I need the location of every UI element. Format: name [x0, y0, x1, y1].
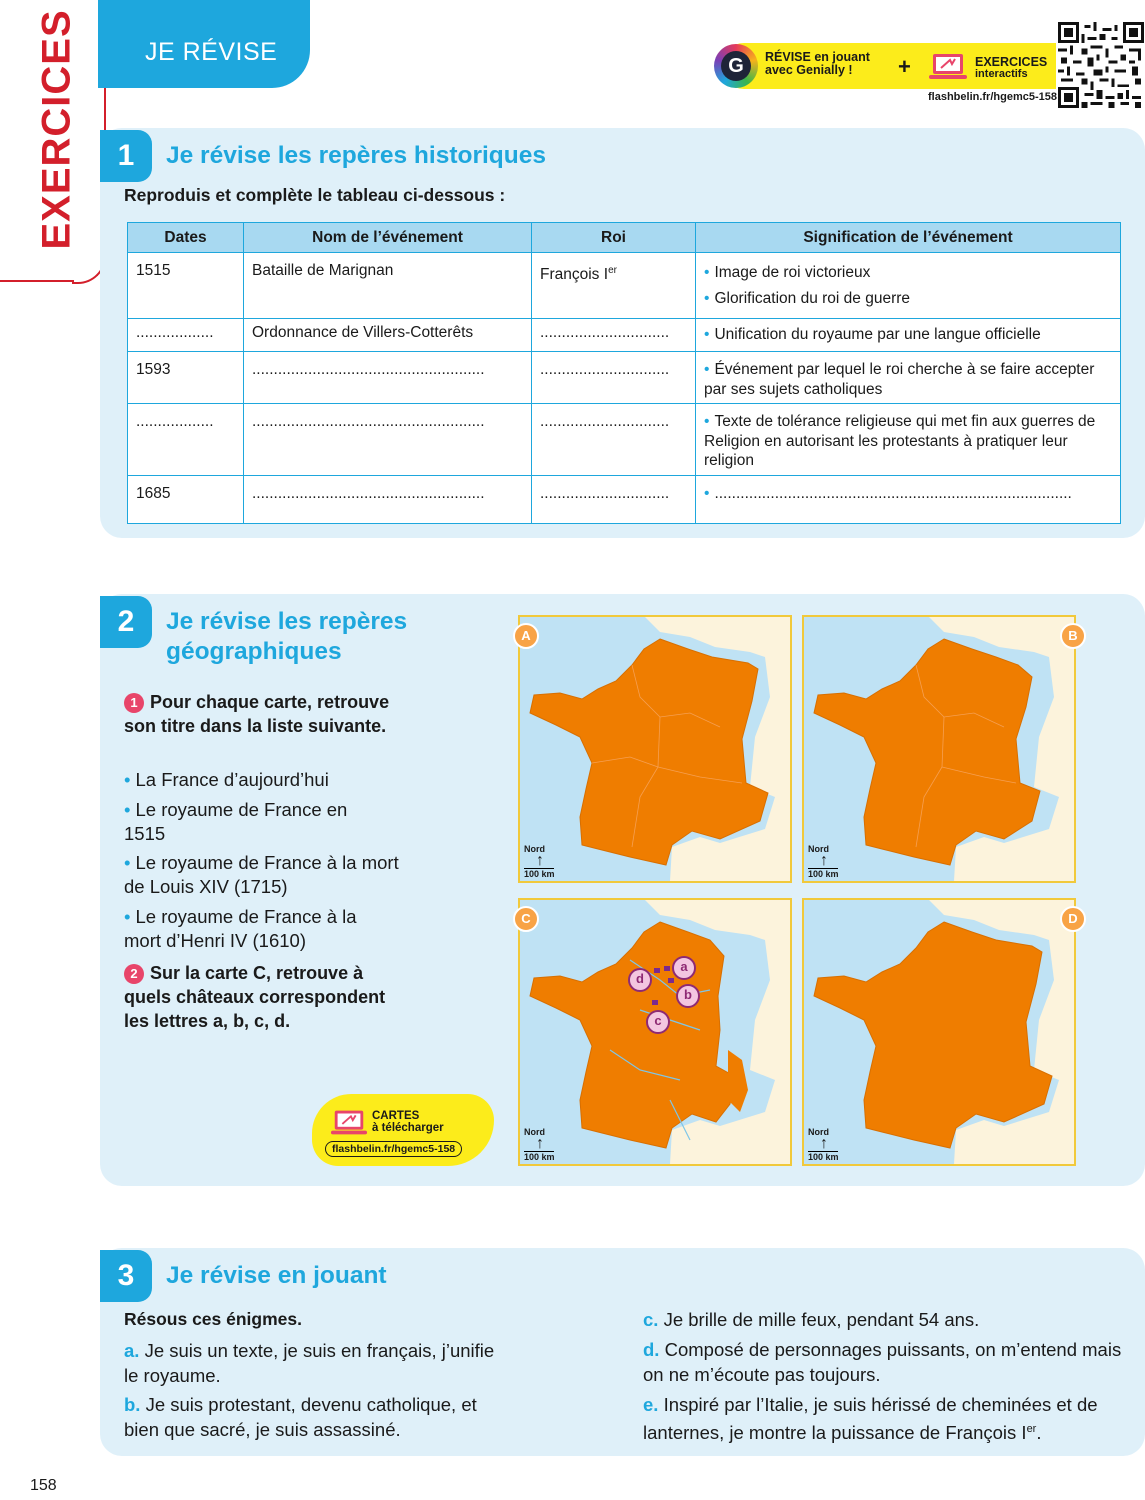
table-row — [128, 475, 1121, 523]
cell-roi: .............................. — [532, 404, 696, 476]
section2-question1: 1 Pour chaque carte, retrouve son titre dans la liste suivante. — [124, 692, 390, 736]
table-header-row — [128, 223, 1121, 253]
map-c — [518, 898, 792, 1166]
map-title-option: • Le royaume de France à la mort de Louis XIV (1715) — [124, 852, 399, 897]
cell-event: ...................................................... — [244, 352, 532, 404]
header-tab-label: JE RÉVISE — [145, 38, 278, 66]
cell-roi: François Ier — [532, 253, 696, 319]
map-d — [802, 898, 1076, 1166]
cell-signification: • ................................................................................... — [696, 475, 1121, 523]
cell-date: 1593 — [128, 352, 244, 404]
exercices-interactifs-label[interactable]: EXERCICES interactifs — [975, 55, 1048, 80]
table-row — [128, 404, 1121, 476]
download-maps-label[interactable]: CARTES à télécharger — [372, 1110, 444, 1134]
castle-flag-icons — [650, 964, 680, 1010]
table-row — [128, 253, 1121, 319]
genially-logo-icon[interactable]: G — [714, 44, 758, 88]
side-label-exercices: EXERCICES — [34, 9, 79, 250]
cell-event: Ordonnance de Villers-Cotterêts — [244, 319, 532, 352]
map-title-option: • Le royaume de France à la mort d’Henri IV (1610) — [124, 906, 357, 951]
genially-label[interactable]: RÉVISE en jouant avec Genially ! — [765, 50, 870, 77]
table-row — [128, 352, 1121, 404]
riddle-d: d. Composé de personnages puissants, on m’entend mais on ne m’écoute pas toujours. — [643, 1339, 1122, 1385]
cell-roi: .............................. — [532, 352, 696, 404]
france-shape — [814, 922, 1052, 1148]
map-title-option: • La France d’aujourd’hui — [124, 769, 329, 790]
cell-signification: • Image de roi victorieux • Glorification du roi de guerre — [696, 253, 1121, 319]
cell-signification: • Texte de tolérance religieuse qui met fin aux guerres de Religion en autorisant les protestants à pratiquer leur religion — [696, 404, 1121, 476]
map-scale: Nord ↑ 100 km — [808, 844, 839, 879]
map-letter-badge: A — [513, 623, 539, 649]
col-header-dates: Dates — [128, 223, 244, 253]
cell-date: .................. — [128, 404, 244, 476]
cell-signification: • Événement par lequel le roi cherche à se faire accepter par ses sujets catholiques — [696, 352, 1121, 404]
margin-frame-line-bottom — [0, 280, 74, 282]
section3-title: Je révise en jouant — [166, 1262, 387, 1289]
map-a — [518, 615, 792, 883]
riddle-b: b. Je suis protestant, devenu catholique, et bien que sacré, je suis assassiné. — [124, 1394, 477, 1440]
section1-title: Je révise les repères historiques — [166, 142, 546, 169]
castle-marker-c: c — [646, 1010, 670, 1034]
map-letter-badge: D — [1060, 906, 1086, 932]
map-scale: Nord ↑ 100 km — [524, 1127, 555, 1162]
map-letter-badge: B — [1060, 623, 1086, 649]
cell-signification: • Unification du royaume par une langue officielle — [696, 319, 1121, 352]
riddle-c: c. Je brille de mille feux, pendant 54 ans. — [643, 1309, 980, 1330]
section3-number: 3 — [100, 1250, 152, 1302]
castle-marker-d: d — [628, 968, 652, 992]
cell-roi: .............................. — [532, 319, 696, 352]
col-header-signification: Signification de l’événement — [696, 223, 1121, 253]
banner-url-link[interactable]: flashbelin.fr/hgemc5-158 — [928, 91, 1057, 103]
section3-instruction: Résous ces énigmes. — [124, 1309, 302, 1329]
map-letter-badge: C — [513, 906, 539, 932]
castle-marker-a: a — [672, 956, 696, 980]
france-shape — [530, 922, 734, 1148]
section2-title: Je révise les repères géographiques — [166, 608, 408, 665]
section2-question2: 2 Sur la carte C, retrouve à quels châteaux correspondent les lettres a, b, c, d. — [124, 963, 386, 1031]
castle-marker-b: b — [676, 984, 700, 1008]
col-header-roi: Roi — [532, 223, 696, 253]
download-maps-url[interactable]: flashbelin.fr/hgemc5-158 — [325, 1141, 462, 1157]
table-row — [128, 319, 1121, 352]
map-title-option: • Le royaume de France en 1515 — [124, 799, 348, 844]
col-header-event: Nom de l’événement — [244, 223, 532, 253]
history-table — [127, 222, 1121, 524]
cell-event: ...................................................... — [244, 404, 532, 476]
map-scale: Nord ↑ 100 km — [524, 844, 555, 879]
qr-code-icon[interactable] — [1058, 22, 1144, 108]
laptop-icon[interactable] — [330, 1108, 368, 1138]
section2-number: 2 — [100, 596, 152, 648]
riddle-a: a. Je suis un texte, je suis en français, j’unifie le royaume. — [124, 1340, 495, 1386]
section1-number: 1 — [100, 130, 152, 182]
cell-roi: .............................. — [532, 475, 696, 523]
riddle-e: e. Inspiré par l’Italie, je suis hérissé de cheminées et de lanternes, je montre la puissance de François Ier. — [643, 1394, 1098, 1444]
cell-date: 1685 — [128, 475, 244, 523]
laptop-icon[interactable] — [928, 52, 968, 82]
section1-instruction: Reproduis et complète le tableau ci-dessous : — [124, 185, 506, 205]
map-b — [802, 615, 1076, 883]
france-shape — [814, 639, 1040, 865]
cell-date: 1515 — [128, 253, 244, 319]
map-scale: Nord ↑ 100 km — [808, 1127, 839, 1162]
plus-sign: + — [898, 54, 911, 79]
france-shape — [530, 639, 768, 865]
cell-date: .................. — [128, 319, 244, 352]
cell-event: ...................................................... — [244, 475, 532, 523]
page-number: 158 — [30, 1477, 57, 1494]
cell-event: Bataille de Marignan — [244, 253, 532, 319]
